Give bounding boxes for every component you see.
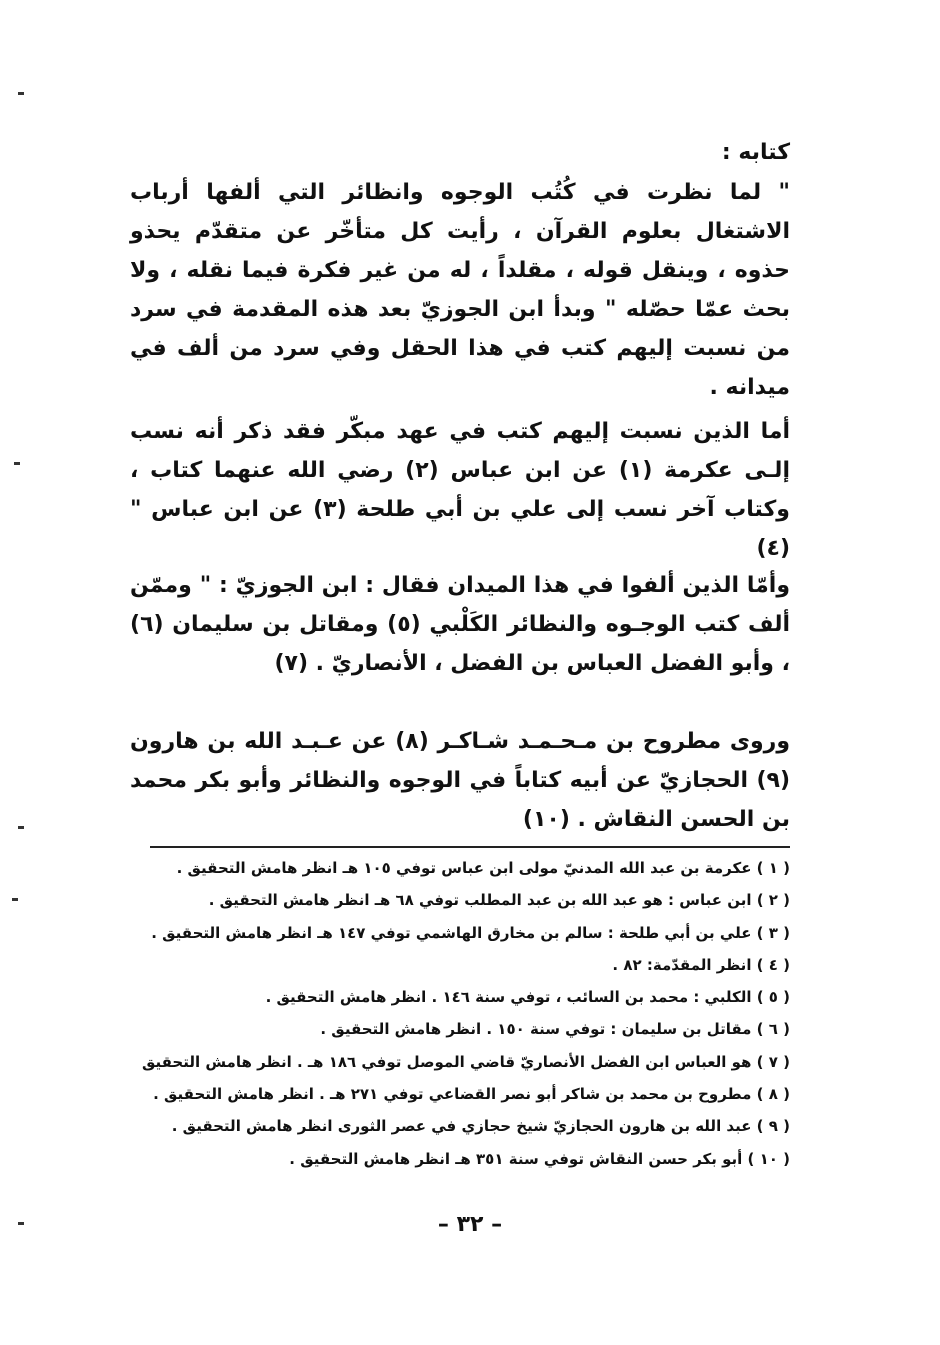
footnote-3: ( ٣ ) علي بن أبي طلحة : سالم بن مخارق الهاشمي توفي ١٤٧ هـ انظر هامش التحقيق . xyxy=(151,923,790,942)
paragraph-3 xyxy=(130,566,790,683)
scan-margin-mark xyxy=(18,826,24,829)
paragraph-text: " لما نظرت في كُتُب الوجوه وانظائر التي ألفها أرباب الاشتغال بعلوم القرآن ، رأيت كل متأخّر عن متقدّم يحذو حذوه ، وينقل قوله ، مقلداً ، له من غير فكرة فيما نقله ، ولا بحث عمّا حصّله " وبدأ ابن الجوزيّ بعد هذه المقدمة في سرد من نسبت إليهم كتب في هذا الحقل وفي سرد من ألف في ميدانه . xyxy=(130,180,790,400)
footnote-2: ( ٢ ) ابن عباس : هو عبد الله بن عبد المطلب توفي ٦٨ هـ انظر هامش التحقيق . xyxy=(208,891,790,910)
footnote-7: ( ٧ ) هو العباس ابن الفضل الأنصاريّ قاضي الموصل توفي ١٨٦ هـ . انظر هامش التحقيق xyxy=(141,1052,790,1071)
paragraph-1 xyxy=(130,173,790,407)
footnote-8: ( ٨ ) مطروح بن محمد بن شاكر أبو نصر القضاعي توفي ٢٧١ هـ . انظر هامش التحقيق . xyxy=(153,1085,790,1104)
footnote-9: ( ٩ ) عبد الله بن هارون الحجازيّ شيخ حجازي في عصر الثورى انظر هامش التحقيق . xyxy=(171,1117,790,1136)
scan-margin-mark xyxy=(18,92,24,95)
footnote-6: ( ٦ ) مقاتل بن سليمان : توفي سنة ١٥٠ . انظر هامش التحقيق . xyxy=(320,1020,790,1039)
footnote-4: ( ٤ ) انظر المقدّمة: ٨٢ . xyxy=(612,955,790,974)
paragraph-2 xyxy=(130,412,790,568)
footnote-separator xyxy=(150,846,790,848)
paragraph-text: أما الذين نسبت إليهم كتب في عهد مبكّر فقد ذكر أنه نسب إلـى عكرمة (١) عن ابن عباس (٢) رضي الله عنهما كتاب ، وكتاب آخر نسب إلى علي بن أبي طلحة (٣) عن ابن عباس " (٤) xyxy=(130,419,790,561)
section-heading: كتابه : xyxy=(721,140,790,165)
paragraph-text: وروى مطروح بن مـحـمـد شـاكـر (٨) عن عـبـد الله بن هارون (٩) الحجازيّ عن أبيه كتاباً في الوجوه والنظائر وأبو بكر محمد بن الحسن النقاش . (١٠) xyxy=(130,729,791,832)
page-number: – ٣٢ – xyxy=(437,1212,503,1237)
paragraph-text: وأمّا الذين ألفوا في هذا الميدان فقال : ابن الجوزيّ : " وممّن ألف كتب الوجـوه والنظائر الكَلْبي (٥) ومقاتل بن سليمان (٦) ، وأبو الفضل العباس بن الفضل ، الأنصاريّ . (٧) xyxy=(130,573,790,676)
scan-margin-mark xyxy=(18,1222,24,1225)
scan-margin-mark xyxy=(12,898,18,901)
paragraph-4 xyxy=(130,722,790,839)
scan-margin-mark xyxy=(14,462,20,465)
footnotes-list xyxy=(130,852,790,1175)
footnote-10: ( ١٠ ) أبو بكر حسن النقاش توفي سنة ٣٥١ هـ انظر هامش التحقيق . xyxy=(289,1149,790,1168)
footnote-5: ( ٥ ) الكلبي : محمد بن السائب ، توفي سنة ١٤٦ . انظر هامش التحقيق . xyxy=(265,988,790,1007)
footnote-1: ( ١ ) عكرمة بن عبد الله المدنيّ مولى ابن عباس توفي ١٠٥ هـ انظر هامش التحقيق . xyxy=(176,859,790,877)
